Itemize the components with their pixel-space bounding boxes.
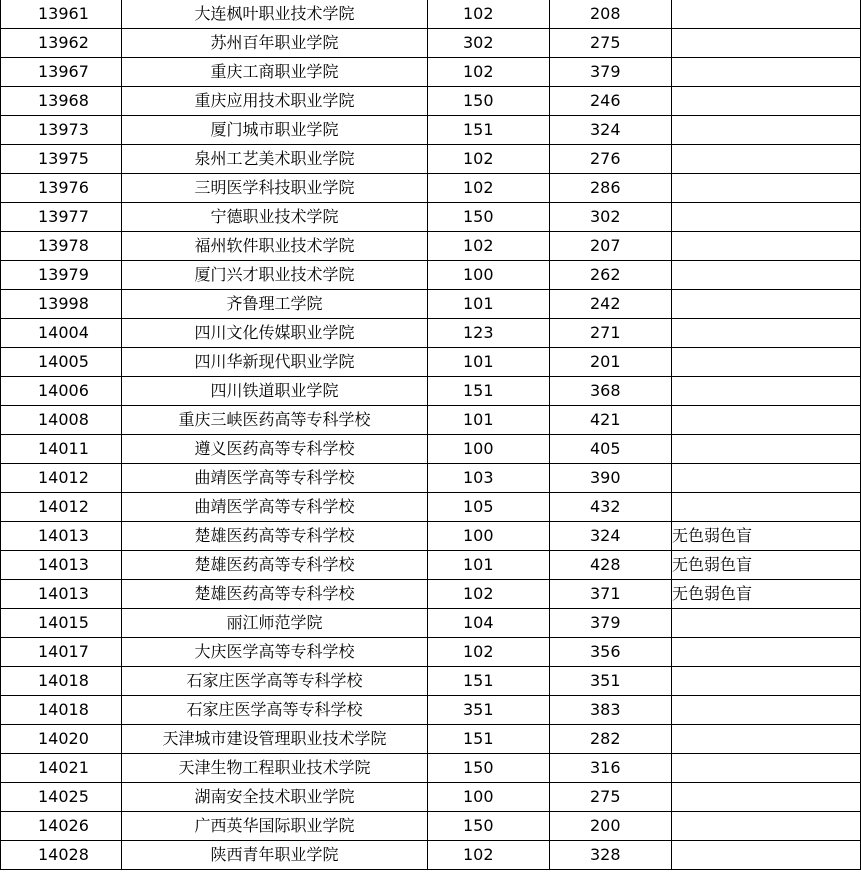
school-code-cell: 14018 (1, 667, 122, 696)
score-cell: 271 (550, 319, 672, 348)
school-name-cell: 楚雄医药高等专科学校 (122, 580, 428, 609)
school-name-cell: 泉州工艺美术职业学院 (122, 145, 428, 174)
school-code-cell: 14013 (1, 580, 122, 609)
category-code-cell: 151 (428, 725, 550, 754)
school-code-cell: 13973 (1, 116, 122, 145)
school-name-cell: 宁德职业技术学院 (122, 203, 428, 232)
category-code-cell: 102 (428, 145, 550, 174)
note-cell (672, 667, 861, 696)
school-name-cell: 陕西青年职业学院 (122, 841, 428, 870)
table-row (1, 406, 861, 435)
score-cell: 302 (550, 203, 672, 232)
school-name-cell: 天津城市建设管理职业技术学院 (122, 725, 428, 754)
score-cell: 383 (550, 696, 672, 725)
school-code-cell: 13976 (1, 174, 122, 203)
school-name-cell: 厦门城市职业学院 (122, 116, 428, 145)
school-name-cell: 广西英华国际职业学院 (122, 812, 428, 841)
school-name-cell: 四川铁道职业学院 (122, 377, 428, 406)
school-code-cell: 14015 (1, 609, 122, 638)
score-cell: 276 (550, 145, 672, 174)
school-name-cell: 四川文化传媒职业学院 (122, 319, 428, 348)
table-row (1, 435, 861, 464)
school-code-cell: 14012 (1, 493, 122, 522)
note-cell (672, 116, 861, 145)
school-code-cell: 14021 (1, 754, 122, 783)
school-name-cell: 天津生物工程职业技术学院 (122, 754, 428, 783)
category-code-cell: 101 (428, 348, 550, 377)
score-cell: 242 (550, 290, 672, 319)
note-cell (672, 261, 861, 290)
score-cell: 351 (550, 667, 672, 696)
note-cell (672, 812, 861, 841)
table-row (1, 348, 861, 377)
category-code-cell: 102 (428, 0, 550, 29)
school-code-cell: 14017 (1, 638, 122, 667)
category-code-cell: 104 (428, 609, 550, 638)
score-cell: 282 (550, 725, 672, 754)
score-cell: 405 (550, 435, 672, 464)
category-code-cell: 101 (428, 290, 550, 319)
note-cell (672, 29, 861, 58)
table-row (1, 87, 861, 116)
table-row (1, 174, 861, 203)
school-name-cell: 楚雄医药高等专科学校 (122, 551, 428, 580)
table-row (1, 841, 861, 870)
school-name-cell: 曲靖医学高等专科学校 (122, 493, 428, 522)
table-row (1, 203, 861, 232)
category-code-cell: 101 (428, 406, 550, 435)
table-row (1, 464, 861, 493)
score-cell: 421 (550, 406, 672, 435)
note-cell (672, 319, 861, 348)
table-row (1, 116, 861, 145)
category-code-cell: 151 (428, 667, 550, 696)
category-code-cell: 151 (428, 377, 550, 406)
table-row (1, 319, 861, 348)
table-row (1, 783, 861, 812)
table-row (1, 58, 861, 87)
table-row (1, 580, 861, 609)
note-cell (672, 348, 861, 377)
score-cell: 286 (550, 174, 672, 203)
school-code-cell: 14005 (1, 348, 122, 377)
score-cell: 390 (550, 464, 672, 493)
category-code-cell: 100 (428, 522, 550, 551)
category-code-cell: 151 (428, 116, 550, 145)
table-row (1, 232, 861, 261)
note-cell: 无色弱色盲 (672, 580, 861, 609)
table-row (1, 754, 861, 783)
school-name-cell: 三明医学科技职业学院 (122, 174, 428, 203)
school-code-cell: 13978 (1, 232, 122, 261)
note-cell (672, 145, 861, 174)
category-code-cell: 101 (428, 551, 550, 580)
table-row (1, 261, 861, 290)
school-code-cell: 13968 (1, 87, 122, 116)
score-cell: 368 (550, 377, 672, 406)
school-code-cell: 14008 (1, 406, 122, 435)
category-code-cell: 102 (428, 232, 550, 261)
score-cell: 379 (550, 58, 672, 87)
score-cell: 262 (550, 261, 672, 290)
score-cell: 356 (550, 638, 672, 667)
school-name-cell: 大庆医学高等专科学校 (122, 638, 428, 667)
table-row (1, 522, 861, 551)
table-row (1, 696, 861, 725)
note-cell (672, 174, 861, 203)
school-name-cell: 石家庄医学高等专科学校 (122, 667, 428, 696)
category-code-cell: 102 (428, 841, 550, 870)
table-row (1, 609, 861, 638)
note-cell (672, 841, 861, 870)
school-name-cell: 重庆工商职业学院 (122, 58, 428, 87)
school-name-cell: 福州软件职业技术学院 (122, 232, 428, 261)
note-cell (672, 0, 861, 29)
note-cell (672, 754, 861, 783)
school-name-cell: 重庆应用技术职业学院 (122, 87, 428, 116)
note-cell (672, 290, 861, 319)
score-cell: 379 (550, 609, 672, 638)
note-cell (672, 783, 861, 812)
note-cell (672, 638, 861, 667)
table-row (1, 290, 861, 319)
note-cell (672, 435, 861, 464)
score-cell: 275 (550, 783, 672, 812)
score-cell: 432 (550, 493, 672, 522)
note-cell: 无色弱色盲 (672, 551, 861, 580)
score-cell: 246 (550, 87, 672, 116)
table-row (1, 0, 861, 29)
score-cell: 207 (550, 232, 672, 261)
note-cell (672, 696, 861, 725)
school-name-cell: 曲靖医学高等专科学校 (122, 464, 428, 493)
school-code-cell: 13967 (1, 58, 122, 87)
table-row (1, 725, 861, 754)
category-code-cell: 150 (428, 754, 550, 783)
note-cell (672, 609, 861, 638)
category-code-cell: 302 (428, 29, 550, 58)
note-cell (672, 58, 861, 87)
note-cell (672, 725, 861, 754)
school-code-cell: 13979 (1, 261, 122, 290)
score-cell: 275 (550, 29, 672, 58)
score-cell: 428 (550, 551, 672, 580)
score-cell: 200 (550, 812, 672, 841)
table-row (1, 638, 861, 667)
table-row (1, 377, 861, 406)
note-cell (672, 377, 861, 406)
note-cell: 无色弱色盲 (672, 522, 861, 551)
note-cell (672, 464, 861, 493)
note-cell (672, 203, 861, 232)
school-code-cell: 13961 (1, 0, 122, 29)
score-cell: 371 (550, 580, 672, 609)
school-name-cell: 遵义医药高等专科学校 (122, 435, 428, 464)
category-code-cell: 150 (428, 203, 550, 232)
school-name-cell: 楚雄医药高等专科学校 (122, 522, 428, 551)
school-code-cell: 14012 (1, 464, 122, 493)
school-code-cell: 14020 (1, 725, 122, 754)
score-cell: 208 (550, 0, 672, 29)
table-row (1, 551, 861, 580)
school-name-cell: 重庆三峡医药高等专科学校 (122, 406, 428, 435)
school-code-cell: 14018 (1, 696, 122, 725)
school-code-cell: 14013 (1, 551, 122, 580)
table-row (1, 29, 861, 58)
score-cell: 328 (550, 841, 672, 870)
table-row (1, 145, 861, 174)
score-cell: 316 (550, 754, 672, 783)
school-name-cell: 四川华新现代职业学院 (122, 348, 428, 377)
category-code-cell: 150 (428, 87, 550, 116)
table-row (1, 493, 861, 522)
score-cell: 324 (550, 116, 672, 145)
score-cell: 324 (550, 522, 672, 551)
note-cell (672, 87, 861, 116)
school-name-cell: 丽江师范学院 (122, 609, 428, 638)
school-code-cell: 14028 (1, 841, 122, 870)
table-row (1, 812, 861, 841)
school-code-cell: 14013 (1, 522, 122, 551)
school-name-cell: 大连枫叶职业技术学院 (122, 0, 428, 29)
category-code-cell: 102 (428, 58, 550, 87)
school-code-cell: 14011 (1, 435, 122, 464)
category-code-cell: 105 (428, 493, 550, 522)
school-name-cell: 厦门兴才职业技术学院 (122, 261, 428, 290)
school-name-cell: 湖南安全技术职业学院 (122, 783, 428, 812)
school-code-cell: 13977 (1, 203, 122, 232)
school-code-cell: 14006 (1, 377, 122, 406)
table-row (1, 667, 861, 696)
category-code-cell: 102 (428, 174, 550, 203)
category-code-cell: 100 (428, 435, 550, 464)
school-name-cell: 齐鲁理工学院 (122, 290, 428, 319)
category-code-cell: 103 (428, 464, 550, 493)
note-cell (672, 493, 861, 522)
category-code-cell: 351 (428, 696, 550, 725)
table-body (1, 0, 861, 870)
category-code-cell: 102 (428, 638, 550, 667)
school-code-cell: 14025 (1, 783, 122, 812)
school-code-cell: 13962 (1, 29, 122, 58)
school-name-cell: 苏州百年职业学院 (122, 29, 428, 58)
school-code-cell: 13975 (1, 145, 122, 174)
category-code-cell: 100 (428, 261, 550, 290)
note-cell (672, 406, 861, 435)
school-code-cell: 14026 (1, 812, 122, 841)
category-code-cell: 100 (428, 783, 550, 812)
score-cell: 201 (550, 348, 672, 377)
category-code-cell: 150 (428, 812, 550, 841)
school-name-cell: 石家庄医学高等专科学校 (122, 696, 428, 725)
category-code-cell: 102 (428, 580, 550, 609)
school-code-cell: 14004 (1, 319, 122, 348)
note-cell (672, 232, 861, 261)
school-code-cell: 13998 (1, 290, 122, 319)
category-code-cell: 123 (428, 319, 550, 348)
